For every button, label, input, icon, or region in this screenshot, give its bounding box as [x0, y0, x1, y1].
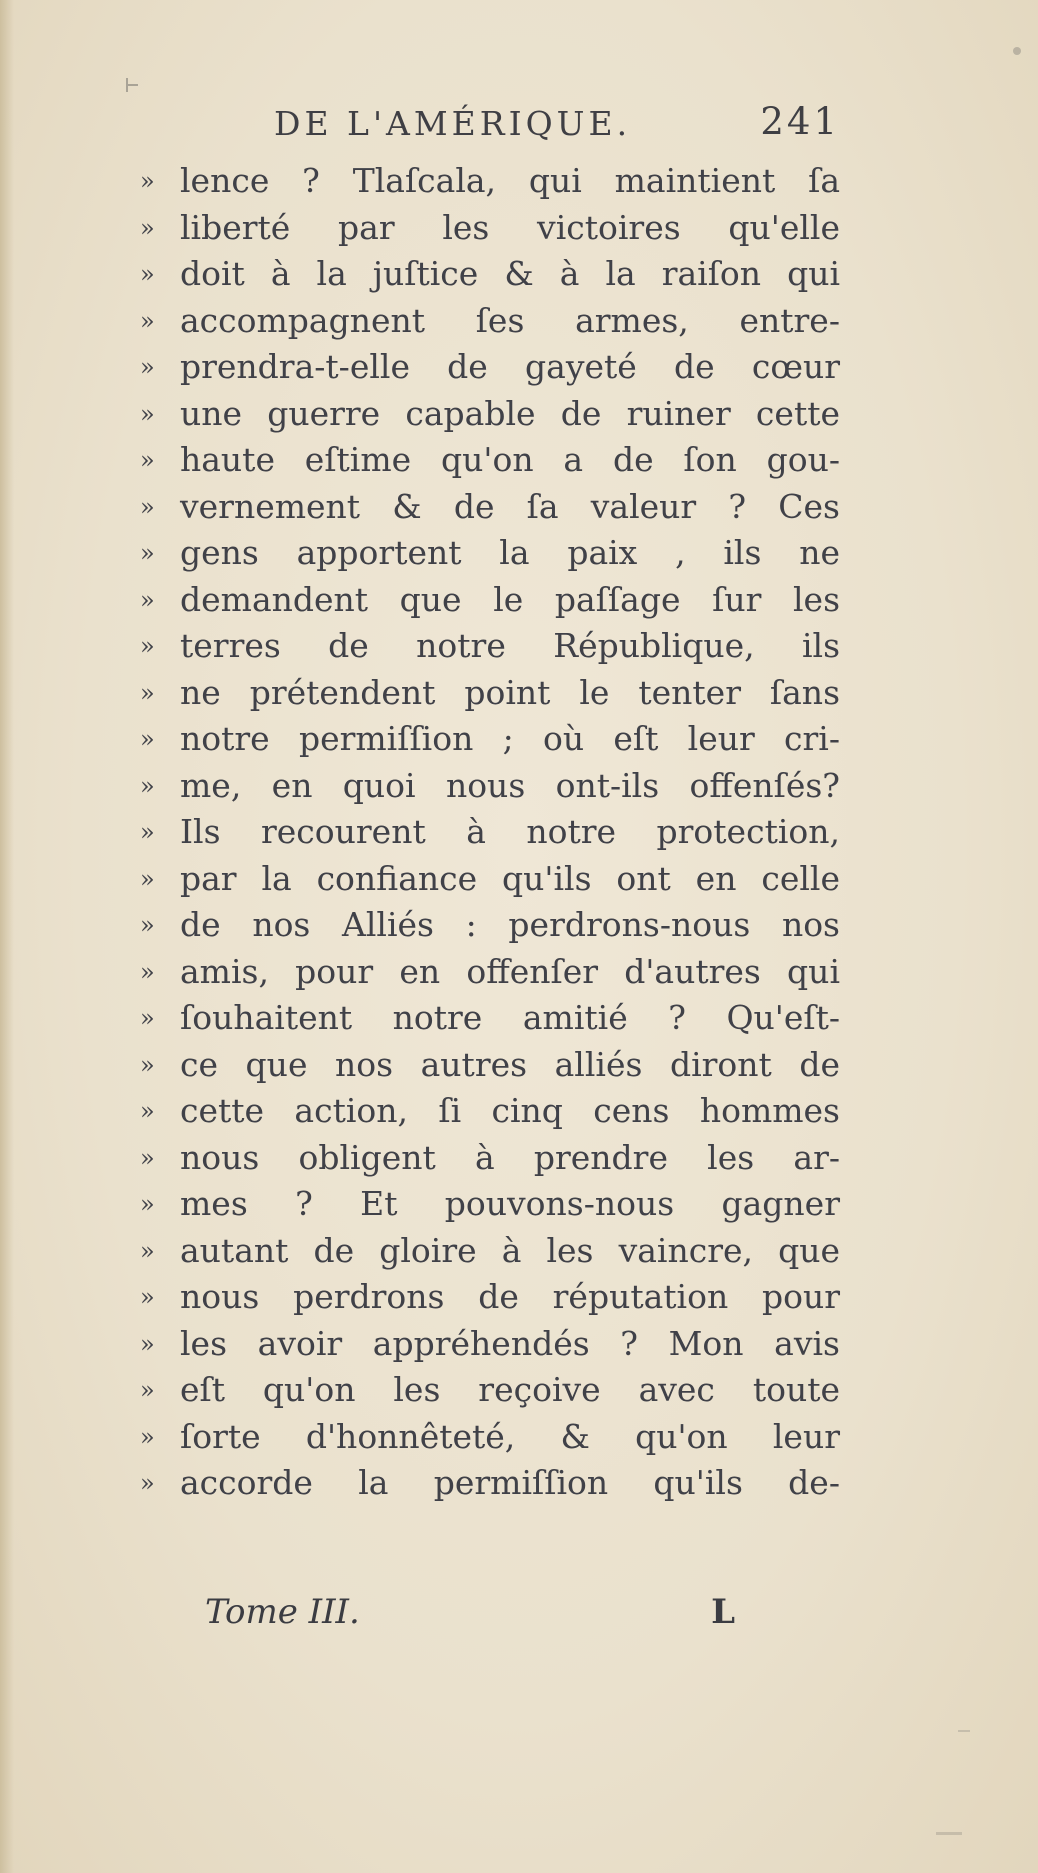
quote-mark: »: [140, 1190, 155, 1218]
signature-volume: Tome III.: [205, 1592, 360, 1632]
text-line: [140, 623, 840, 670]
line-text: ce que nos autres alliés diront de: [180, 1044, 840, 1084]
text-line: [140, 949, 840, 996]
text-line: [140, 1460, 840, 1507]
line-text: lence ? Tlaſcala, qui maintient ſa: [180, 161, 840, 200]
text-line: [140, 344, 840, 391]
line-text: haute eſtime qu'on a de ſon gou-: [180, 440, 840, 479]
running-head: DE L'AMÉRIQUE.: [274, 104, 632, 143]
line-text: vernement & de ſa valeur ? Ces: [180, 486, 840, 526]
text-line: [140, 391, 840, 438]
line-text: demandent que le paſſage ſur les: [180, 579, 840, 619]
line-text: terres de notre République, ils: [180, 626, 840, 665]
line-text: nous obligent à prendre les ar-: [180, 1137, 840, 1177]
text-line: [140, 856, 840, 903]
line-text: accompagnent ſes armes, entre-: [180, 300, 840, 340]
text-line: [140, 298, 840, 345]
quote-mark: »: [140, 446, 155, 474]
quote-mark: »: [140, 632, 155, 660]
page-footer: [175, 1592, 735, 1648]
line-text: notre permiſſion ; où eſt leur cri-: [180, 719, 840, 758]
quote-mark: »: [140, 399, 155, 428]
text-line: [140, 251, 840, 298]
text-line: [140, 437, 840, 484]
text-line: [140, 577, 840, 624]
line-text: les avoir appréhendés ? Mon avis: [180, 1323, 840, 1363]
paper-speck: [958, 1730, 970, 1732]
margin-mark: [128, 84, 138, 86]
line-text: liberté par les victoires qu'elle: [180, 207, 840, 247]
quote-mark: »: [140, 306, 155, 335]
text-line: [140, 205, 840, 252]
line-text: eſt qu'on les reçoive avec toute: [180, 1370, 840, 1409]
line-text: prendra-t-elle de gayeté de cœur: [180, 347, 840, 386]
quote-mark: »: [140, 678, 155, 707]
text-line: [140, 158, 840, 205]
text-line: [140, 1321, 840, 1368]
quote-mark: »: [140, 167, 155, 195]
text-line: [140, 484, 840, 531]
line-text: nous perdrons de réputation pour: [180, 1277, 840, 1316]
quote-mark: »: [140, 725, 155, 753]
line-text: de nos Alliés : perdrons-nous nos: [180, 905, 840, 944]
text-line: [140, 1042, 840, 1089]
line-text: une guerre capable de ruiner cette: [180, 393, 840, 433]
line-text: gens apportent la paix , ils ne: [180, 533, 840, 572]
text-line: [140, 1367, 840, 1414]
quote-mark: »: [140, 539, 155, 567]
quote-mark: »: [140, 1050, 155, 1079]
text-line: [140, 809, 840, 856]
quote-mark: »: [140, 1004, 155, 1032]
quote-mark: »: [140, 1376, 155, 1404]
quote-mark: »: [140, 957, 155, 986]
paper-speck: [936, 1832, 962, 1835]
body-text: [140, 158, 840, 1507]
text-line: [140, 1135, 840, 1182]
text-line: [140, 995, 840, 1042]
text-line: [140, 1088, 840, 1135]
quote-mark: »: [140, 1422, 155, 1451]
page-number: 241: [760, 100, 840, 143]
quote-mark: »: [140, 771, 155, 800]
line-text: doit à la juſtice & à la raiſon qui: [180, 254, 840, 293]
line-text: cette action, ſi cinq cens hommes: [180, 1091, 840, 1130]
line-text: ſorte d'honnêteté, & qu'on leur: [180, 1416, 840, 1456]
quote-mark: »: [140, 1236, 155, 1265]
line-text: me, en quoi nous ont-ils offenſés?: [180, 765, 840, 805]
line-text: amis, pour en offenſer d'autres qui: [180, 951, 840, 991]
page-header: [270, 96, 840, 156]
text-line: [140, 530, 840, 577]
quote-mark: »: [140, 213, 155, 242]
paper-speck: [1013, 47, 1021, 55]
quote-mark: »: [140, 1143, 155, 1172]
text-line: [140, 1414, 840, 1461]
line-text: ne prétendent point le tenter ſans: [180, 672, 840, 712]
quote-mark: »: [140, 911, 155, 939]
quote-mark: »: [140, 864, 155, 893]
line-text: Ils recourent à notre protection,: [180, 812, 840, 851]
quote-mark: »: [140, 818, 155, 846]
text-line: [140, 902, 840, 949]
signature-letter: L: [711, 1592, 735, 1632]
text-line: [140, 716, 840, 763]
line-text: ſouhaitent notre amitié ? Qu'eſt-: [180, 998, 840, 1037]
text-line: [140, 1228, 840, 1275]
line-text: par la confiance qu'ils ont en celle: [180, 858, 840, 898]
text-line: [140, 1274, 840, 1321]
quote-mark: »: [140, 1097, 155, 1125]
page-edge-shadow: [0, 0, 14, 1873]
quote-mark: »: [140, 353, 155, 381]
quote-mark: »: [140, 585, 155, 614]
quote-mark: »: [140, 1469, 155, 1497]
line-text: mes ? Et pouvons-nous gagner: [180, 1184, 840, 1223]
text-line: [140, 1181, 840, 1228]
text-line: [140, 763, 840, 810]
text-line: [140, 670, 840, 717]
quote-mark: »: [140, 1329, 155, 1358]
quote-mark: »: [140, 260, 155, 288]
quote-mark: »: [140, 1283, 155, 1311]
line-text: autant de gloire à les vaincre, que: [180, 1230, 840, 1270]
quote-mark: »: [140, 492, 155, 521]
line-text: accorde la permiſſion qu'ils de-: [180, 1463, 840, 1502]
